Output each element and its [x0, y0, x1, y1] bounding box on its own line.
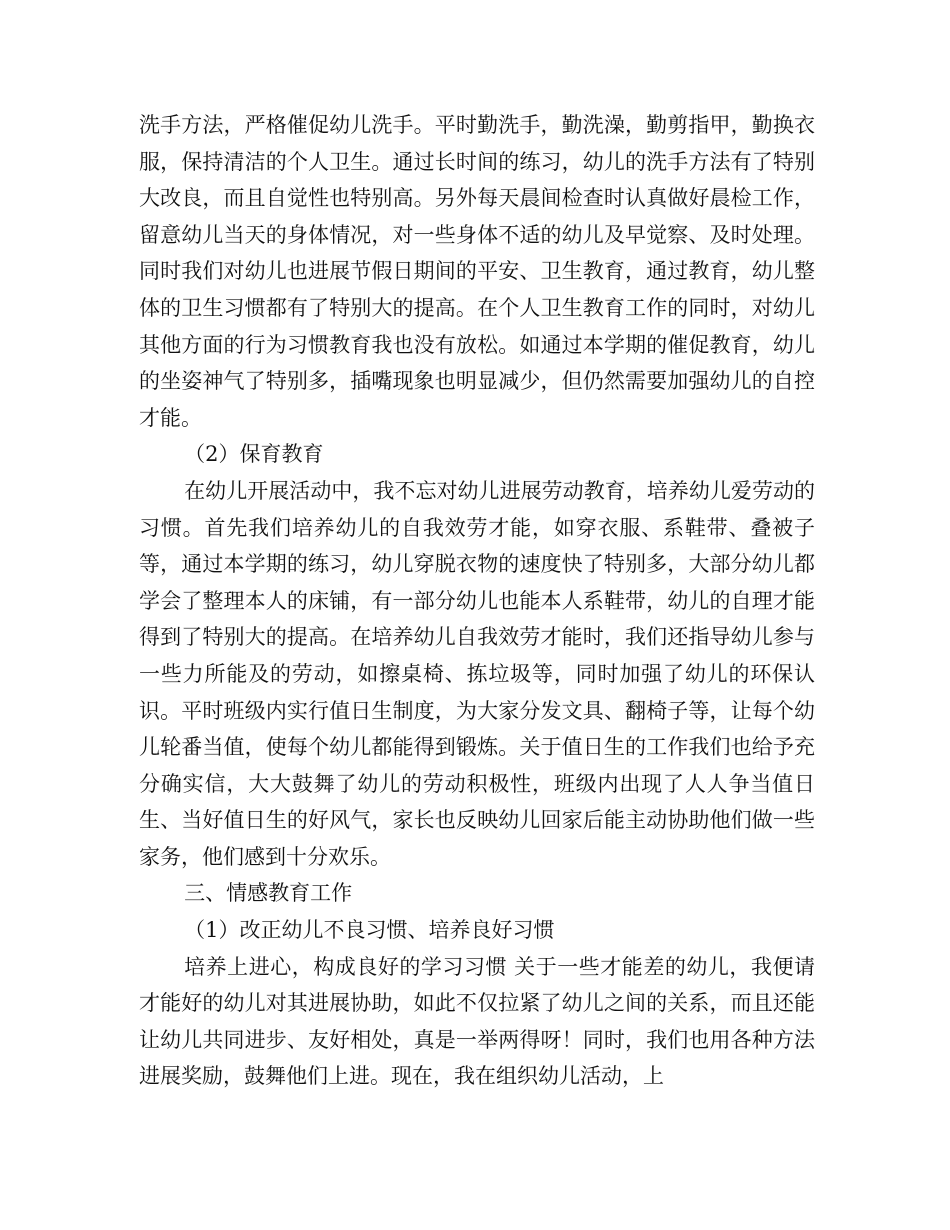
document-body: [139, 107, 815, 1095]
paragraph-labor-education: 在幼儿开展活动中，我不忘对幼儿进展劳动教育，培养幼儿爱劳动的习惯。首先我们培养幼儿的自我效劳才能，如穿衣服、系鞋带、叠被子等，通过本学期的练习，幼儿穿脱衣物的速度快了特别多，大部分幼儿都学会了整理本人的床铺，有一部分幼儿也能本人系鞋带，幼儿的自理才能得到了特别大的提高。在培养幼儿自我效劳才能时，我们还指导幼儿参与一些力所能及的劳动，如擦桌椅、拣垃圾等，同时加强了幼儿的环保认识。平时班级内实行值日生制度，为大家分发文具、翻椅子等，让每个幼儿轮番当值，使每个幼儿都能得到锻炼。关于值日生的工作我们也给予充分确实信，大大鼓舞了幼儿的劳动积极性，班级内出现了人人争当值日生、当好值日生的好风气，家长也反映幼儿回家后能主动协助他们做一些家务，他们感到十分欢乐。: [139, 478, 815, 869]
paragraph-hygiene-continued: 洗手方法，严格催促幼儿洗手。平时勤洗手，勤洗澡，勤剪指甲，勤换衣服，保持清洁的个人卫生。通过长时间的练习，幼儿的洗手方法有了特别大改良，而且自觉性也特别高。另外每天晨间检查时认真做好晨检工作，留意幼儿当天的身体情况，对一些身体不适的幼儿及早觉察、及时处理。同时我们对幼儿也进展节假日期间的平安、卫生教育，通过教育，幼儿整体的卫生习惯都有了特别大的提高。在个人卫生教育工作的同时，对幼儿其他方面的行为习惯教育我也没有放松。如通过本学期的催促教育，幼儿的坐姿神气了特别多，插嘴现象也明显减少，但仍然需要加强幼儿的自控才能。: [139, 113, 815, 430]
heading-correct-habits: （1）改正幼儿不良习惯、培养良好习惯: [184, 918, 555, 943]
heading-care-education: （2）保育教育: [184, 442, 324, 467]
paragraph-learning-habits: 培养上进心，构成良好的学习习惯 关于一些才能差的幼儿，我便请才能好的幼儿对其进展协助，如此不仅拉紧了幼儿之间的关系，而且还能让幼儿共同进步、友好相处，真是一举两得呀！同时，我们也用各种方法进展奖励，鼓舞他们上进。现在，我在组织幼儿活动，上: [139, 954, 815, 1089]
heading-emotional-education: 三、情感教育工作: [184, 881, 353, 906]
